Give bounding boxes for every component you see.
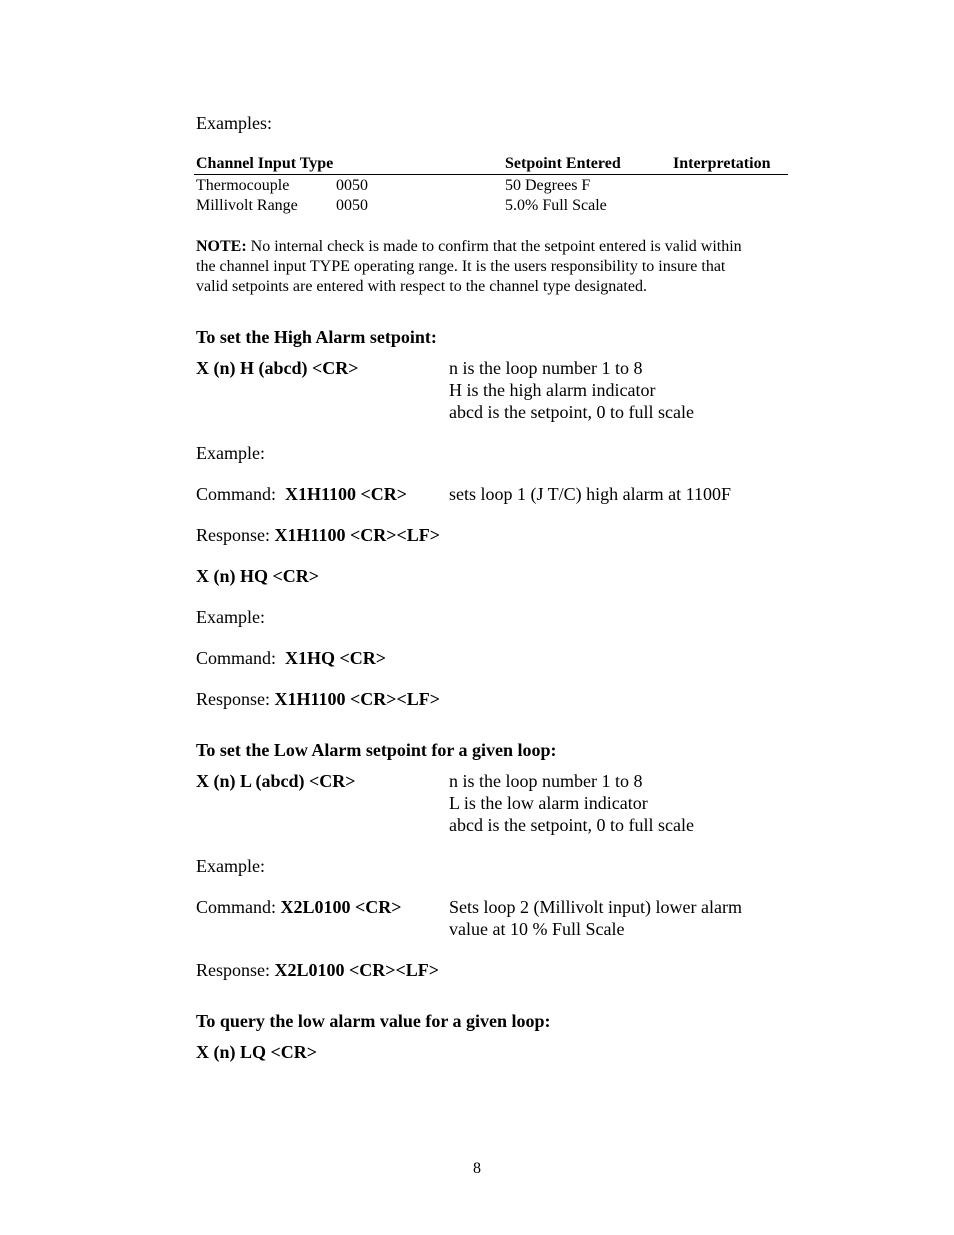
- example-label: Example:: [196, 856, 265, 876]
- table-cell-value: 0050: [336, 197, 368, 214]
- low-alarm-desc-line: L is the low alarm indicator: [449, 793, 648, 813]
- low-alarm-command: Command: X2L0100 <CR>: [196, 897, 402, 917]
- high-alarm-desc-line: H is the high alarm indicator: [449, 380, 656, 400]
- table-header-setpoint-entered: Setpoint Entered: [505, 155, 621, 172]
- low-alarm-command-desc-line: value at 10 % Full Scale: [449, 919, 625, 939]
- low-alarm-response: Response: X2L0100 <CR><LF>: [196, 960, 440, 980]
- example-label: Example:: [196, 443, 265, 463]
- table-cell-interpretation: 50 Degrees F: [505, 177, 591, 194]
- note-label: NOTE:: [196, 238, 247, 255]
- table-header-interpretation: Interpretation: [673, 155, 771, 172]
- low-query-heading: To query the low alarm value for a given loop:: [196, 1011, 551, 1031]
- high-alarm-command: Command: X1H1100 <CR>: [196, 484, 408, 504]
- table-cell-interpretation: 5.0% Full Scale: [505, 197, 607, 214]
- high-query-command: Command: X1HQ <CR>: [196, 648, 387, 668]
- table-cell-type: Thermocouple: [196, 177, 290, 194]
- high-alarm-desc-line: n is the loop number 1 to 8: [449, 358, 643, 378]
- low-alarm-heading: To set the Low Alarm setpoint for a given loop:: [196, 740, 557, 760]
- high-alarm-desc-line: abcd is the setpoint, 0 to full scale: [449, 402, 694, 422]
- low-alarm-command-desc-line: Sets loop 2 (Millivolt input) lower alarm: [449, 897, 742, 917]
- example-label: Example:: [196, 607, 265, 627]
- table-cell-value: 0050: [336, 177, 368, 194]
- page-number: 8: [473, 1160, 481, 1177]
- high-query-response: Response: X1H1100 <CR><LF>: [196, 689, 441, 709]
- high-alarm-heading: To set the High Alarm setpoint:: [196, 327, 437, 347]
- note-line: valid setpoints are entered with respect to the channel type designated.: [196, 278, 647, 295]
- low-alarm-syntax: X (n) L (abcd) <CR>: [196, 771, 356, 791]
- note-line: the channel input TYPE operating range. It is the users responsibility to insure that: [196, 258, 726, 275]
- low-alarm-desc-line: n is the loop number 1 to 8: [449, 771, 643, 791]
- table-cell-type: Millivolt Range: [196, 197, 298, 214]
- table-header-rule: [194, 174, 788, 175]
- table-header-channel-input-type: Channel Input Type: [196, 155, 334, 172]
- high-alarm-syntax: X (n) H (abcd) <CR>: [196, 358, 359, 378]
- low-query-syntax: X (n) LQ <CR>: [196, 1042, 318, 1062]
- high-alarm-command-desc: sets loop 1 (J T/C) high alarm at 1100F: [449, 484, 731, 504]
- low-alarm-desc-line: abcd is the setpoint, 0 to full scale: [449, 815, 694, 835]
- high-alarm-response: Response: X1H1100 <CR><LF>: [196, 525, 441, 545]
- note-line: NOTE: No internal check is made to confirm that the setpoint entered is valid within: [196, 238, 742, 255]
- high-query-syntax: X (n) HQ <CR>: [196, 566, 320, 586]
- examples-heading: Examples:: [196, 113, 272, 133]
